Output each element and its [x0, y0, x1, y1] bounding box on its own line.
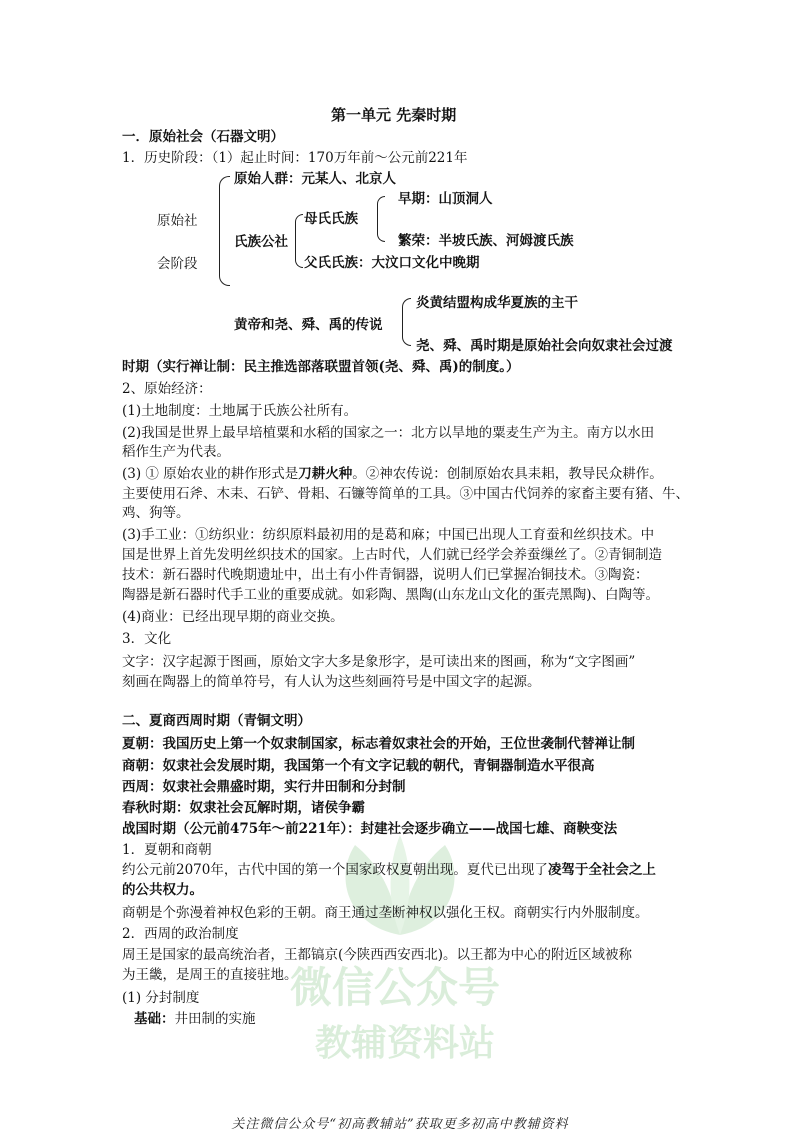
- diagram-brace-main: [219, 176, 230, 286]
- xia-para-text: 约公元前2070年，古代中国的第一个国家政权夏朝出现。夏代已出现了: [122, 862, 548, 878]
- diagram-shizu: 氏族公社: [234, 234, 288, 250]
- diagram-legend: 黄帝和尧、舜、禹的传说: [234, 317, 383, 333]
- history-stage-line: 1．历史阶段：（1）起止时间：170万年前～公元前221年: [122, 150, 468, 166]
- xizhou-line: 西周：奴隶社会鼎盛时期，实行井田制和分封制: [122, 779, 406, 795]
- farming-text-post: 。②神农传说：创制原始农具耒耜，教导民众耕作。: [352, 466, 663, 482]
- watermark-leaf-icon: [325, 835, 475, 945]
- chanrang-line: 时期（实行禅让制：民主推选部落联盟首领(尧、舜、禹)的制度。）: [122, 359, 520, 375]
- diagram-muxi: 母氏氏族: [304, 211, 358, 227]
- agri-line1: (2)我国是世界上最早培植粟和水稻的国家之一：北方以旱地的粟麦生产为主。南方以水田: [122, 425, 655, 441]
- zhanguo-line: 战国时期（公元前475年～前221年）：封建社会逐步确立——战国七雄、商鞅变法: [122, 821, 618, 837]
- zhouwang-line1: 周王是国家的最高统治者，王都镐京(今陕西西安西北)。以王都为中心的附近区域被称: [122, 947, 633, 963]
- craft-line2: 国是世界上首先发明丝织技术的国家。上古时代，人们就已经学会养蚕缫丝了。②青铜制造: [122, 547, 662, 563]
- diagram-legend-b: 尧、舜、禹时期是原始社会向奴隶社会过渡: [416, 338, 673, 354]
- xia-para-bold: 凌驾于全社会之上: [547, 862, 656, 878]
- section2-heading: 二、夏商西周时期（青铜文明）: [122, 713, 311, 729]
- commerce-line: (4)商业：已经出现早期的商业交换。: [122, 609, 344, 625]
- zhouwang-line2: 为王畿，是周王的直接驻地。: [122, 967, 298, 983]
- footer-note: 关注微信公众号“初高教辅站”获取更多初高中教辅资料: [231, 1117, 569, 1132]
- craft-line3: 技术：新石器时代晚期遗址中，出土有小件青铜器，说明人们已掌握冶铜技术。③陶瓷：: [122, 567, 649, 583]
- farming-text-pre: (3) ① 原始农业的耕作形式是: [122, 466, 299, 482]
- culture-heading: 3．文化: [122, 631, 172, 647]
- xizhou-politics-heading: 2．西周的政治制度: [122, 926, 239, 942]
- writing-line1: 文字：汉字起源于图画，原始文字大多是象形字，是可读出来的图画，称为“文字图画”: [122, 654, 636, 670]
- chunqiu-line: 春秋时期：奴隶社会瓦解时期，诸侯争霸: [122, 800, 365, 816]
- economy-heading: 2、原始经济：: [122, 381, 212, 397]
- craft-line1: (3)手工业：①纺织业：纺织原料最初用的是葛和麻；中国已出现人工育蚕和丝织技术。中: [122, 527, 655, 543]
- agri-line2: 稻作生产为代表。: [122, 444, 230, 460]
- craft-line4: 陶器是新石器时代手工业的重要成就。如彩陶、黑陶(山东龙山文化的蛋壳黑陶)、白陶等。: [122, 587, 660, 603]
- basis-label: 基础：: [134, 1011, 175, 1027]
- diagram-root-line1: 原始社: [157, 213, 198, 229]
- shang-line: 商朝：奴隶社会发展时期，我国第一个有文字记载的朝代，青铜器制造水平很高: [122, 758, 595, 774]
- basis-line: [134, 1010, 256, 1028]
- farming-line1: [122, 465, 663, 483]
- watermark-line2: 教辅资料站: [315, 1023, 496, 1064]
- xia-para-line1: [122, 861, 656, 879]
- xia-para-line2: 的公共权力。: [122, 882, 203, 898]
- diagram-legend-a: 炎黄结盟构成华夏族的主干: [416, 295, 578, 311]
- writing-line2: 刻画在陶器上的简单符号，有人认为这些刻画符号是中国文字的起源。: [122, 674, 541, 690]
- diagram-root-line2: 会阶段: [157, 256, 198, 272]
- xia-line: 夏朝：我国历史上第一个奴隶制国家，标志着奴隶社会的开始，王位世袭制代替禅让制: [122, 736, 635, 752]
- diagram-brace-muxi: [377, 196, 385, 242]
- page-title: 第一单元 先秦时期: [331, 106, 457, 124]
- xia-shang-heading: 1．夏朝和商朝: [122, 842, 212, 858]
- diagram-early: 早期：山顶洞人: [398, 191, 493, 207]
- watermark-line1: 微信公众号: [290, 963, 501, 1012]
- basis-text: 井田制的实施: [174, 1011, 256, 1027]
- section1-heading: 一．原始社会（石器文明）: [122, 129, 284, 145]
- farming-bold: 刀耕火种: [298, 466, 353, 482]
- diagram-brace-shizu: [295, 214, 303, 268]
- shang-para: 商朝是个弥漫着神权色彩的王朝。商王通过垄断神权以强化王权。商朝实行内外服制度。: [122, 905, 649, 921]
- farming-line3: 鸡、狗等。: [122, 505, 190, 521]
- diagram-brace-legend: [402, 298, 411, 346]
- diagram-prosper: 繁荣：半坡氏族、河姆渡氏族: [398, 233, 574, 249]
- fenfeng-heading: (1) 分封制度: [122, 990, 200, 1006]
- farming-line2: 主要使用石斧、木耒、石铲、骨耜、石镰等简单的工具。③中国古代饲养的家畜主要有猪、牛、: [122, 486, 689, 502]
- land-system: (1)土地制度：土地属于氏族公社所有。: [122, 403, 358, 419]
- diagram-fuxi: 父氏氏族：大汶口文化中晚期: [304, 255, 480, 271]
- diagram-renqun: 原始人群：元某人、北京人: [234, 171, 396, 187]
